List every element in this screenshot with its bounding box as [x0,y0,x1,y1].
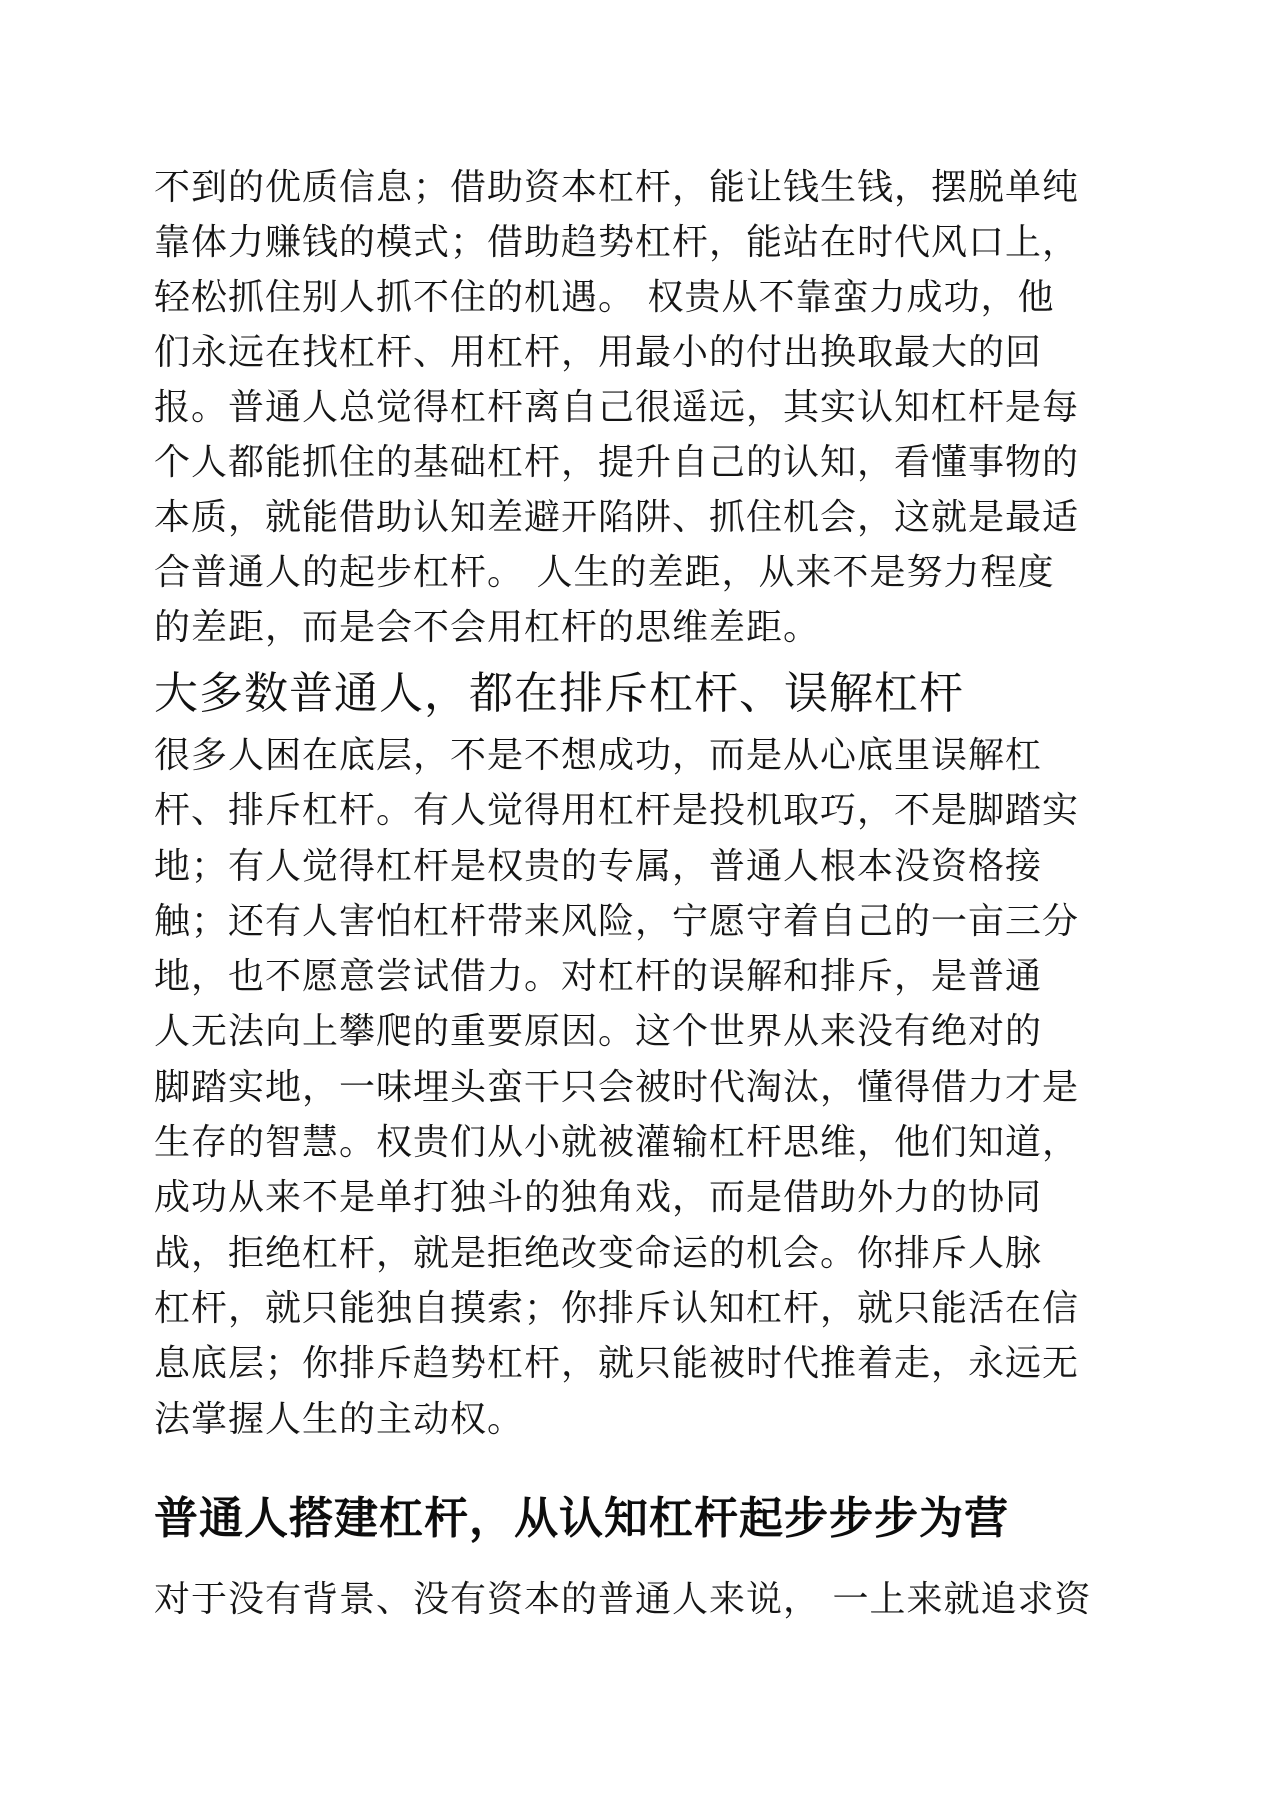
section-heading-build-leverage: 普通人搭建杠杆，从认知杠杆起步步步为营 [154,1493,1009,1544]
paragraph-misunderstanding [154,728,1124,1447]
text-line: 本质，就能借助认知差避开陷阱、抓住机会，这就是最适 [154,497,1080,538]
text-line: 靠体力赚钱的模式；借助趋势杠杆，能站在时代风口上， [154,222,1080,263]
text-line: 对于没有背景、没有资本的普通人来说， 一上来就追求资 [154,1579,1092,1620]
text-line: 成功从来不是单打独斗的独角戏，而是借助外力的协同 [154,1177,1043,1219]
paragraph-leverage-benefits [154,160,1124,655]
text-line: 合普通人的起步杠杆。 人生的差距，从来不是努力程度 [154,552,1055,593]
text-line: 不到的优质信息；借助资本杠杆，能让钱生钱，摆脱单纯 [154,167,1080,208]
text-line: 法掌握人生的主动权。 [154,1398,525,1440]
text-line: 杆、排斥杠杆。有人觉得用杠杆是投机取巧，不是脚踏实 [154,790,1080,832]
text-line: 地；有人觉得杠杆是权贵的专属，普通人根本没资格接 [154,845,1043,887]
text-line: 轻松抓住别人抓不住的机遇。 权贵从不靠蛮力成功，他 [154,277,1055,318]
text-line: 脚踏实地，一味埋头蛮干只会被时代淘汰，懂得借力才是 [154,1066,1080,1108]
text-line: 很多人困在底层，不是不想成功，而是从心底里误解杠 [154,735,1043,776]
text-line: 地，也不愿意尝试借力。对杠杆的误解和排斥，是普通 [154,956,1043,998]
text-line: 战，拒绝杠杆，就是拒绝改变命运的机会。你排斥人脉 [154,1232,1043,1274]
text-line: 个人都能抓住的基础杠杆，提升自己的认知，看懂事物的 [154,442,1080,483]
paragraph-build-leverage [154,1572,1124,1627]
text-line: 们永远在找杠杆、用杠杆，用最小的付出换取最大的回 [154,332,1043,373]
text-line: 触；还有人害怕杠杆带来风险，宁愿守着自己的一亩三分 [154,900,1080,942]
text-line: 息底层；你排斥趋势杠杆，就只能被时代推着走，永远无 [154,1343,1080,1385]
text-line: 杠杆，就只能独自摸索；你排斥认知杠杆，就只能活在信 [154,1287,1080,1329]
text-line: 人无法向上攀爬的重要原因。这个世界从来没有绝对的 [154,1011,1043,1053]
section-heading-misunderstanding: 大多数普通人，都在排斥杠杆、误解杠杆 [154,668,964,719]
text-line: 生存的智慧。权贵们从小就被灌输杠杆思维，他们知道， [154,1122,1080,1164]
text-line: 报。普通人总觉得杠杆离自己很遥远，其实认知杠杆是每 [154,387,1080,428]
text-line: 的差距，而是会不会用杠杆的思维差距。 [154,607,821,648]
